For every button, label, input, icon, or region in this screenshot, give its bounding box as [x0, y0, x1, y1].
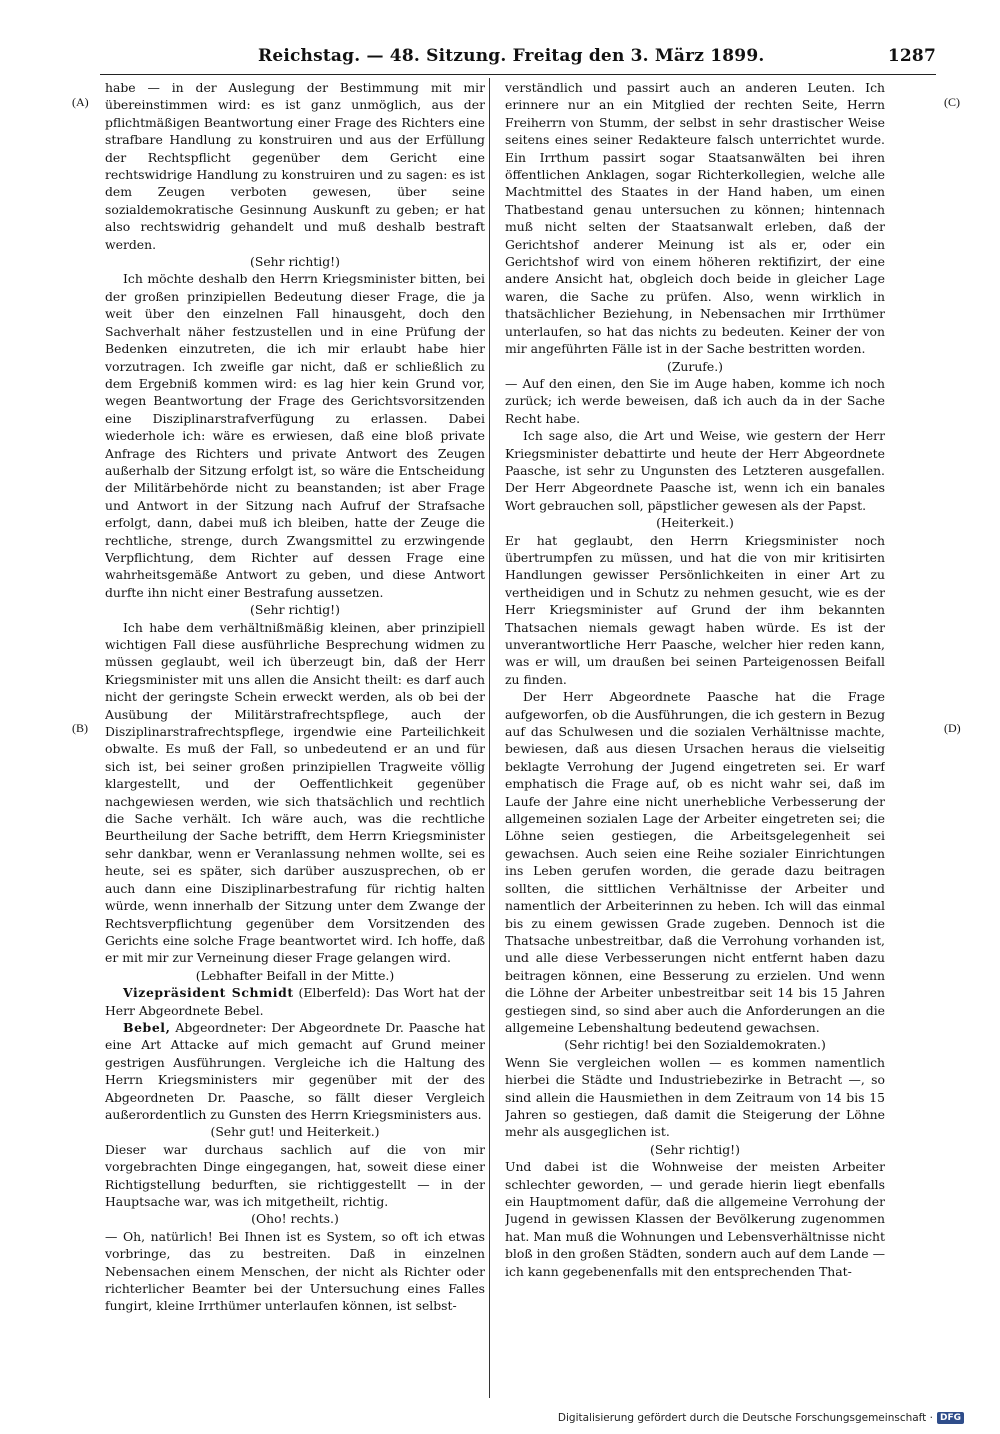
margin-mark-b: (B): [72, 721, 88, 735]
speaker-name: Bebel,: [123, 1019, 171, 1035]
interjection: (Sehr richtig!): [250, 602, 340, 618]
column-divider: [489, 78, 490, 1398]
footer-text: Digitalisierung gefördert durch die Deutsche Forschungsgemeinschaft ·: [557, 1412, 933, 1424]
interjection: (Sehr gut! und Heiterkeit.): [210, 1124, 380, 1140]
page-header: [100, 46, 936, 72]
interjection: (Heiterkeit.): [656, 515, 734, 531]
dfg-logo-icon: DFG: [937, 1412, 964, 1424]
digitization-footer: [558, 1412, 964, 1424]
paragraph: verständlich und passirt auch an anderen Leuten. Ich erinnere nur an ein Mitglied der rechten Seite, Herrn Freiherrn von Stumm, der selbst in sehr drastischer Weise seitens eines seiner Redakteure falsch unterrichtet wurde. Ein Irrthum passirt sogar Staatsanwälten bei ihren öffentlichen Anklagen, sogar Richterkollegien, welche alle Machtmittel des Staates in der Hand haben, um einen Thatbestand genau untersuchen zu können; hintennach muß nicht selten der Staatsanwalt erleben, daß der Gerichtshof anderer Meinung ist als er, oder ein Gerichtshof wird von einem höheren rektifizirt, der eine andere Ansicht hat, obgleich doch beide in gleicher Lage waren, die Sache zu prüfen. Also, wenn wirklich in thatsächlicher Beziehung, in Nebensachen mir Irrthümer unterlaufen, so hat das nichts zu bedeuten. Keiner der von mir angeführten Fälle ist in der Sache bestritten worden.: [505, 80, 885, 357]
speaker-text: (Elberfeld): Das Wort hat der Herr Abgeordnete Bebel.: [105, 985, 485, 1018]
page-number: 1287: [887, 46, 936, 66]
paragraph: — Oh, natürlich! Bei Ihnen ist es System, so oft ich etwas vorbringe, das zu bestreiten. Daß in einzelnen Nebensachen einem Menschen, der nicht als Richter oder richterlicher Beamter bei der Untersuchung eines Falles fungirt, kleine Irrthümer unterlaufen können, ist selbst-: [105, 1228, 485, 1314]
speaker-paragraph: [105, 1019, 485, 1123]
speaker-text: Abgeordneter: Der Abgeordnete Dr. Paasche hat eine Art Attacke auf mich gemacht auf Grund meiner gestrigen Ausführungen. Vergleiche ich die Haltung des Herrn Kriegsministers mir gegenüber mit der des Abgeordneten Dr. Paasche, so fällt dieser Vergleich außerordentlich zu Gunsten des Herrn Kriegsministers aus.: [105, 1019, 485, 1122]
interjection: (Sehr richtig!): [650, 1141, 740, 1157]
paragraph: Ich habe dem verhältnißmäßig kleinen, aber prinzipiell wichtigen Fall diese ausführliche Besprechung widmen zu müssen geglaubt, weil ich überzeugt bin, daß der Herr Kriegsminister mit uns allen die Ansicht theilt: es darf auch nicht der geringste Schein erweckt werden, als ob bei der Ausübung der Militärstrafrechtspflege, auch der Disziplinarstrafrechtspflege, irgendwie eine Parteilichkeit obwalte. Es muß der Fall, so unbedeutend er an und für sich ist, bei seiner großen prinzipiellen Tragweite völlig klargestellt, und der Oeffentlichkeit gegenüber nachgewiesen werden, wie sich thatsächlich und rechtlich die Sache verhält. Ich wäre auch, was die rechtliche Beurtheilung der Sache betrifft, dem Herrn Kriegsminister sehr dankbar, wenn er Veranlassung nehmen wollte, sei es heute, sei es später, sich darüber auszusprechen, ob er auch dann eine Disziplinarbestrafung für richtig halten würde, wenn innerhalb der Sitzung unter dem Zwange der Rechtsverpflichtung gegenüber dem Vorsitzenden des Gerichts eine solche Frage beantwortet wird. Ich hoffe, daß er mit mir zur Verneinung dieser Frage gelangen wird.: [105, 619, 485, 966]
paragraph: Der Herr Abgeordnete Paasche hat die Frage aufgeworfen, ob die Ausführungen, die ich gestern in Bezug auf das Schulwesen und die sozialen Verhältnisse machte, bewiesen, daß aus diesen Ursachen heraus die vielseitig beklagte Verrohung der Jugend eingetreten sei. Er warf emphatisch die Frage auf, ob es nicht wahr sei, daß im Laufe der Jahre eine nicht unerhebliche Verbesserung der allgemeinen sozialen Lage der Arbeiter eingetreten sei; die Löhne seien gestiegen, die Arbeitsgelegenheit sei gewachsen. Auch seien eine Reihe sozialer Einrichtungen ins Leben gerufen worden, die gerade dazu beitragen sollten, die sittlichen Verhältnisse der Arbeiter und namentlich der Arbeiterinnen zu heben. Ich will das einmal bis zu einem gewissen Grade zugeben. Dennoch ist die Thatsache unbestreitbar, daß die Verrohung vorhanden ist, und alle diese Verbesserungen nicht entfernt haben dazu beitragen können, eine Besserung zu erzielen. Und wenn die Löhne der Arbeiter unbestreitbar seit 14 bis 15 Jahren gestiegen sind, so sind aber auch die Anforderungen an die allgemeine Lebenshaltung bedeutend gewachsen.: [505, 689, 885, 1035]
margin-mark-a: (A): [72, 95, 89, 109]
paragraph: Dieser war durchaus sachlich auf die von mir vorgebrachten Dinge eingegangen, hat, soweit diese einer Richtigstellung bedurften, sie richtiggestellt — in der Hauptsache war, was ich mitgetheilt, richtig.: [105, 1141, 485, 1209]
running-title: Reichstag. — 48. Sitzung. Freitag den 3. März 1899.: [258, 46, 765, 66]
right-column: [505, 79, 885, 1397]
paragraph: Ich möchte deshalb den Herrn Kriegsminister bitten, bei der großen prinzipiellen Bedeutung dieser Frage, die ja weit über den einzelnen Fall hinausgeht, doch den Sachverhalt näher festzustellen und in eine Prüfung der Bedenken einzutreten, die ich mir erlaubt habe hier vorzutragen. Ich zweifle gar nicht, daß er schließlich zu dem Ergebniß kommen wird: es lag hier kein Grund vor, wegen Beantwortung der Frage des Gerichtsvorsitzenden eine Disziplinarstrafverfügung zu erlassen. Dabei wiederhole ich: wäre es erwiesen, daß eine bloß private Anfrage des Richters und private Antwort des Zeugen außerhalb der Sitzung erfolgt ist, so wäre die Entscheidung der Militärbehörde nicht zu beanstanden; ist aber Frage und Antwort in der Sitzung nach Aufruf der Strafsache erfolgt, dann, dabei muß ich bleiben, hatte der Zeuge die rechtliche, strenge, durch Zwangsmittel zu erzwingende Verpflichtung, dem Richter auf dessen Frage eine wahrheitsgemäße Antwort zu geben, und diese Antwort durfte ihn nicht einer Bestrafung aussetzen.: [105, 271, 485, 600]
paragraph: Und dabei ist die Wohnweise der meisten Arbeiter schlechter geworden, — und gerade hierin liegt ebenfalls ein Hauptmoment dafür, daß die allgemeine Verrohung der Jugend in gewissen Klassen der Bevölkerung zugenommen hat. Man muß die Wohnungen und Lebensverhältnisse nicht bloß in den großen Städten, sondern auch auf dem Lande — ich kann gegebenenfalls mit den entsprechenden That-: [505, 1159, 885, 1279]
margin-mark-c: (C): [944, 95, 960, 109]
paragraph: — Auf den einen, den Sie im Auge haben, komme ich noch zurück; ich werde beweisen, daß ich auch da in der Sache Recht habe.: [505, 375, 885, 426]
speaker-paragraph: [105, 984, 485, 1019]
margin-mark-d: (D): [944, 721, 961, 735]
paragraph: habe — in der Auslegung der Bestimmung mit mir übereinstimmen wird: es ist ganz unmöglich, aus der pflichtmäßigen Beantwortung einer Frage des Richters eine strafbare Handlung zu konstruiren und aus der Erfüllung der Rechtspflicht gegenüber dem Gericht eine rechtswidrige Handlung zu konstruiren und zu sagen: es ist dem Zeugen verboten gewesen, über seine sozialdemokratische Gesinnung Auskunft zu geben; er hat also rechtswidrig gehandelt und muß deshalb bestraft werden.: [105, 80, 485, 252]
speaker-name: Vizepräsident Schmidt: [123, 985, 294, 1001]
interjection: (Lebhafter Beifall in der Mitte.): [195, 967, 395, 983]
paragraph: Wenn Sie vergleichen wollen — es kommen namentlich hierbei die Städte und Industriebezirke in Betracht —, so sind allein die Hausmiethen in dem Zeitraum von 14 bis 15 Jahren so gestiegen, daß damit die Steigerung der Löhne mehr als ausgeglichen ist.: [505, 1054, 885, 1140]
header-rule: [100, 74, 936, 75]
left-column: [105, 79, 485, 1397]
interjection: (Oho! rechts.): [251, 1211, 339, 1227]
paragraph: Er hat geglaubt, den Herrn Kriegsminister noch übertrumpfen zu müssen, und hat die von mir kritisirten Handlungen gewisser Persönlichkeiten in einer Art zu vertheidigen und in Schutz zu nehmen gesucht, wie es der Herr Kriegsminister auf Grund der ihm bekannten Thatsachen niemals gewagt haben würde. Es ist der unverantwortliche Herr Paasche, welcher hier reden kann, was er will, um draußen bei seinen Parteigenossen Beifall zu finden.: [505, 532, 885, 687]
interjection: (Sehr richtig!): [250, 254, 340, 270]
interjection: (Sehr richtig! bei den Sozialdemokraten.): [564, 1037, 826, 1053]
paragraph: Ich sage also, die Art und Weise, wie gestern der Herr Kriegsminister debattirte und heute der Herr Abgeordnete Paasche, ist sehr zu Ungunsten des Letzteren ausgefallen. Der Herr Abgeordnete Paasche ist, wenn ich ein banales Wort gebrauchen soll, päpstlicher gewesen als der Papst.: [505, 428, 885, 513]
interjection: (Zurufe.): [666, 358, 724, 374]
